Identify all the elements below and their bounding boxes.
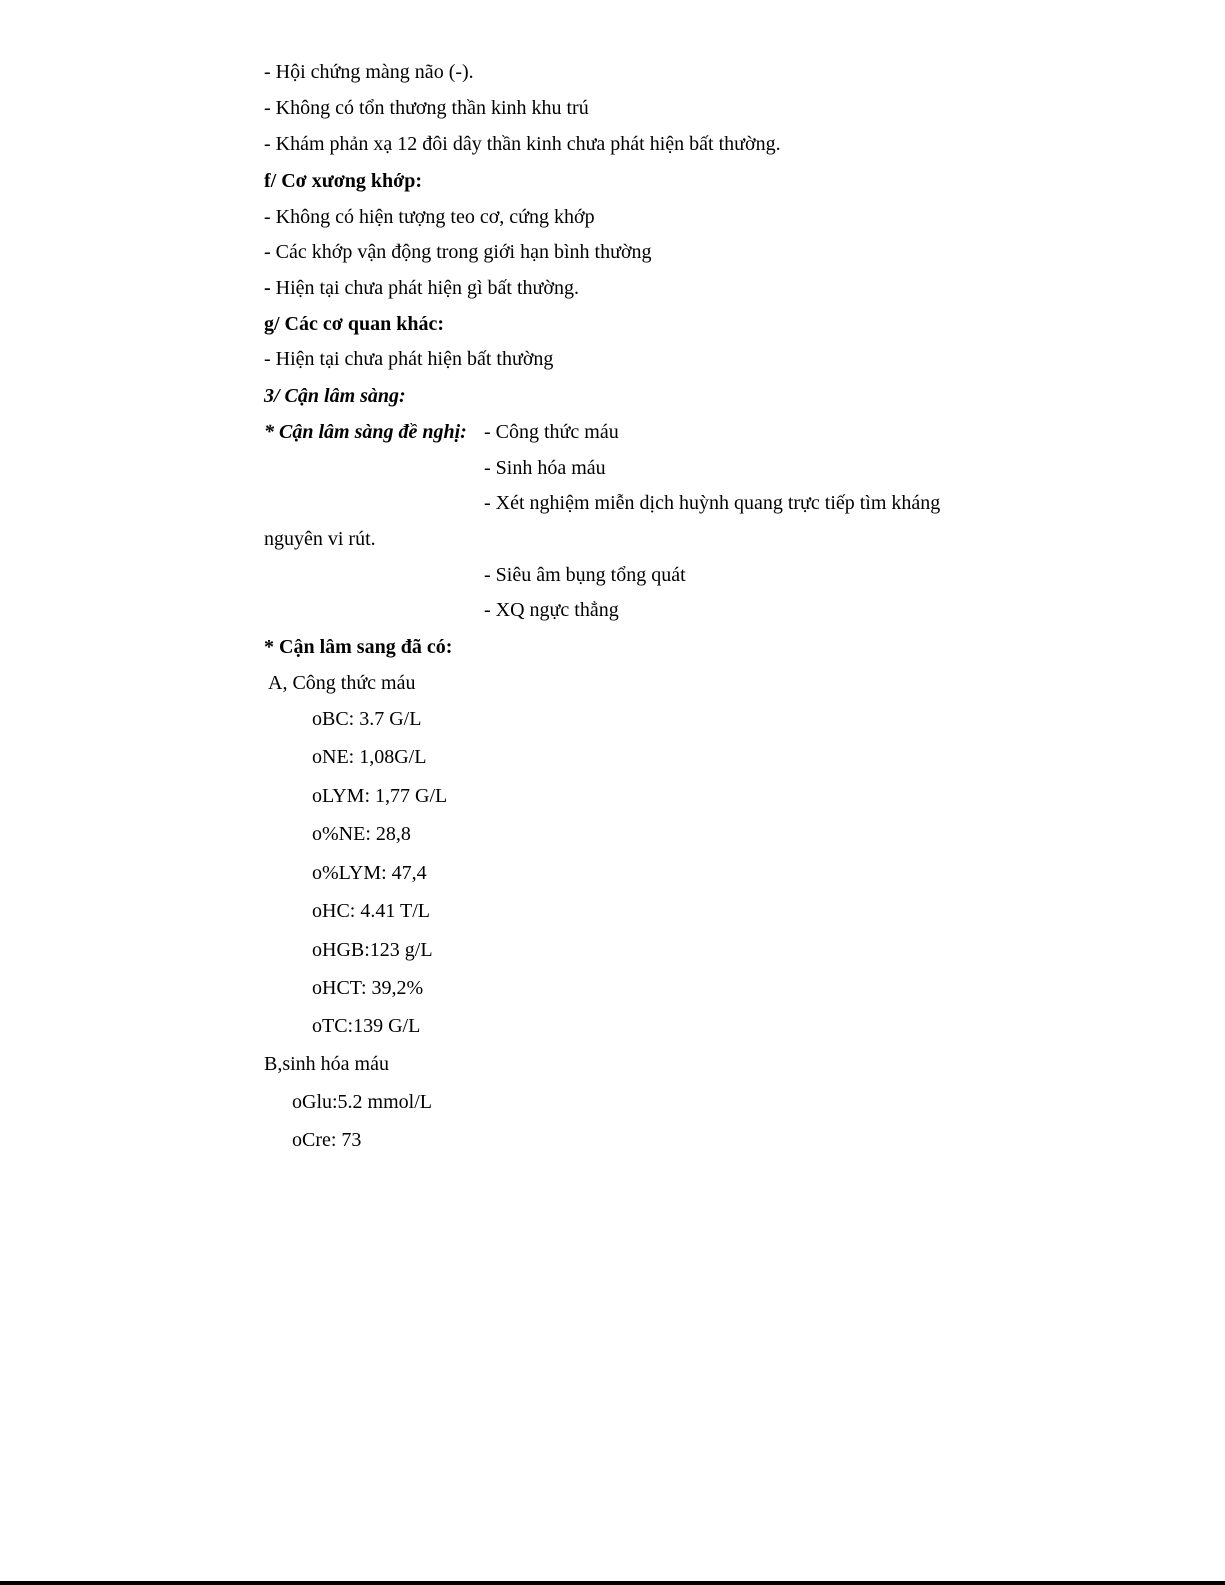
other-organs-line-1: - Hiện tại chưa phát hiện bất thường [264, 348, 554, 370]
biochem-title: B,sinh hóa máu [264, 1053, 389, 1075]
musculoskeletal-line-2: - Các khớp vận động trong giới hạn bình thường [264, 241, 652, 263]
proposed-test-item: - Xét nghiệm miễn dịch huỳnh quang trực tiếp tìm kháng [484, 492, 941, 514]
cbc-result-hc: oHC: 4.41 T/L [312, 900, 430, 922]
neuro-line-1: - Hội chứng màng não (-). [264, 61, 474, 83]
cbc-result-tc: oTC:139 G/L [312, 1015, 421, 1037]
proposed-tests-label: * Cận lâm sàng đề nghị: [264, 421, 467, 443]
musculoskeletal-line-3 [264, 276, 579, 300]
cbc-result-lym-pct: o%LYM: 47,4 [312, 862, 427, 884]
cbc-result-bc: oBC: 3.7 G/L [312, 708, 422, 730]
section-heading-musculoskeletal: f/ Cơ xương khớp: [264, 170, 423, 192]
biochem-result-glu: oGlu:5.2 mmol/L [292, 1091, 432, 1113]
section-heading-paraclinical: 3/ Cận lâm sàng: [264, 385, 406, 407]
proposed-test-item: - Siêu âm bụng tổng quát [484, 564, 686, 586]
section-heading-other-organs: g/ Các cơ quan khác: [264, 313, 444, 335]
page-bottom-border [0, 1581, 1225, 1585]
cbc-title: A, Công thức máu [268, 672, 416, 694]
proposed-test-item-continuation: nguyên vi rút. [264, 528, 376, 550]
biochem-result-cre: oCre: 73 [292, 1129, 362, 1151]
proposed-test-item: - XQ ngực thẳng [484, 599, 619, 621]
cbc-result-hgb: oHGB:123 g/L [312, 939, 433, 961]
cbc-result-hct: oHCT: 39,2% [312, 977, 424, 999]
cbc-result-ne: oNE: 1,08G/L [312, 746, 427, 768]
cbc-result-ne-pct: o%NE: 28,8 [312, 823, 411, 845]
neuro-line-2: - Không có tổn thương thần kinh khu trú [264, 97, 589, 119]
neuro-line-3: - Khám phản xạ 12 đôi dây thần kinh chưa phát hiện bất thường. [264, 133, 781, 155]
proposed-test-item: - Công thức máu [484, 421, 619, 443]
available-tests-label: * Cận lâm sang đã có: [264, 636, 453, 658]
musculoskeletal-line-1: - Không có hiện tượng teo cơ, cứng khớp [264, 206, 595, 228]
bold-dash: - [264, 277, 271, 299]
musculoskeletal-line-3-text: Hiện tại chưa phát hiện gì bất thường. [270, 277, 579, 299]
cbc-result-lym: oLYM: 1,77 G/L [312, 785, 448, 807]
proposed-test-item: - Sinh hóa máu [484, 457, 606, 479]
